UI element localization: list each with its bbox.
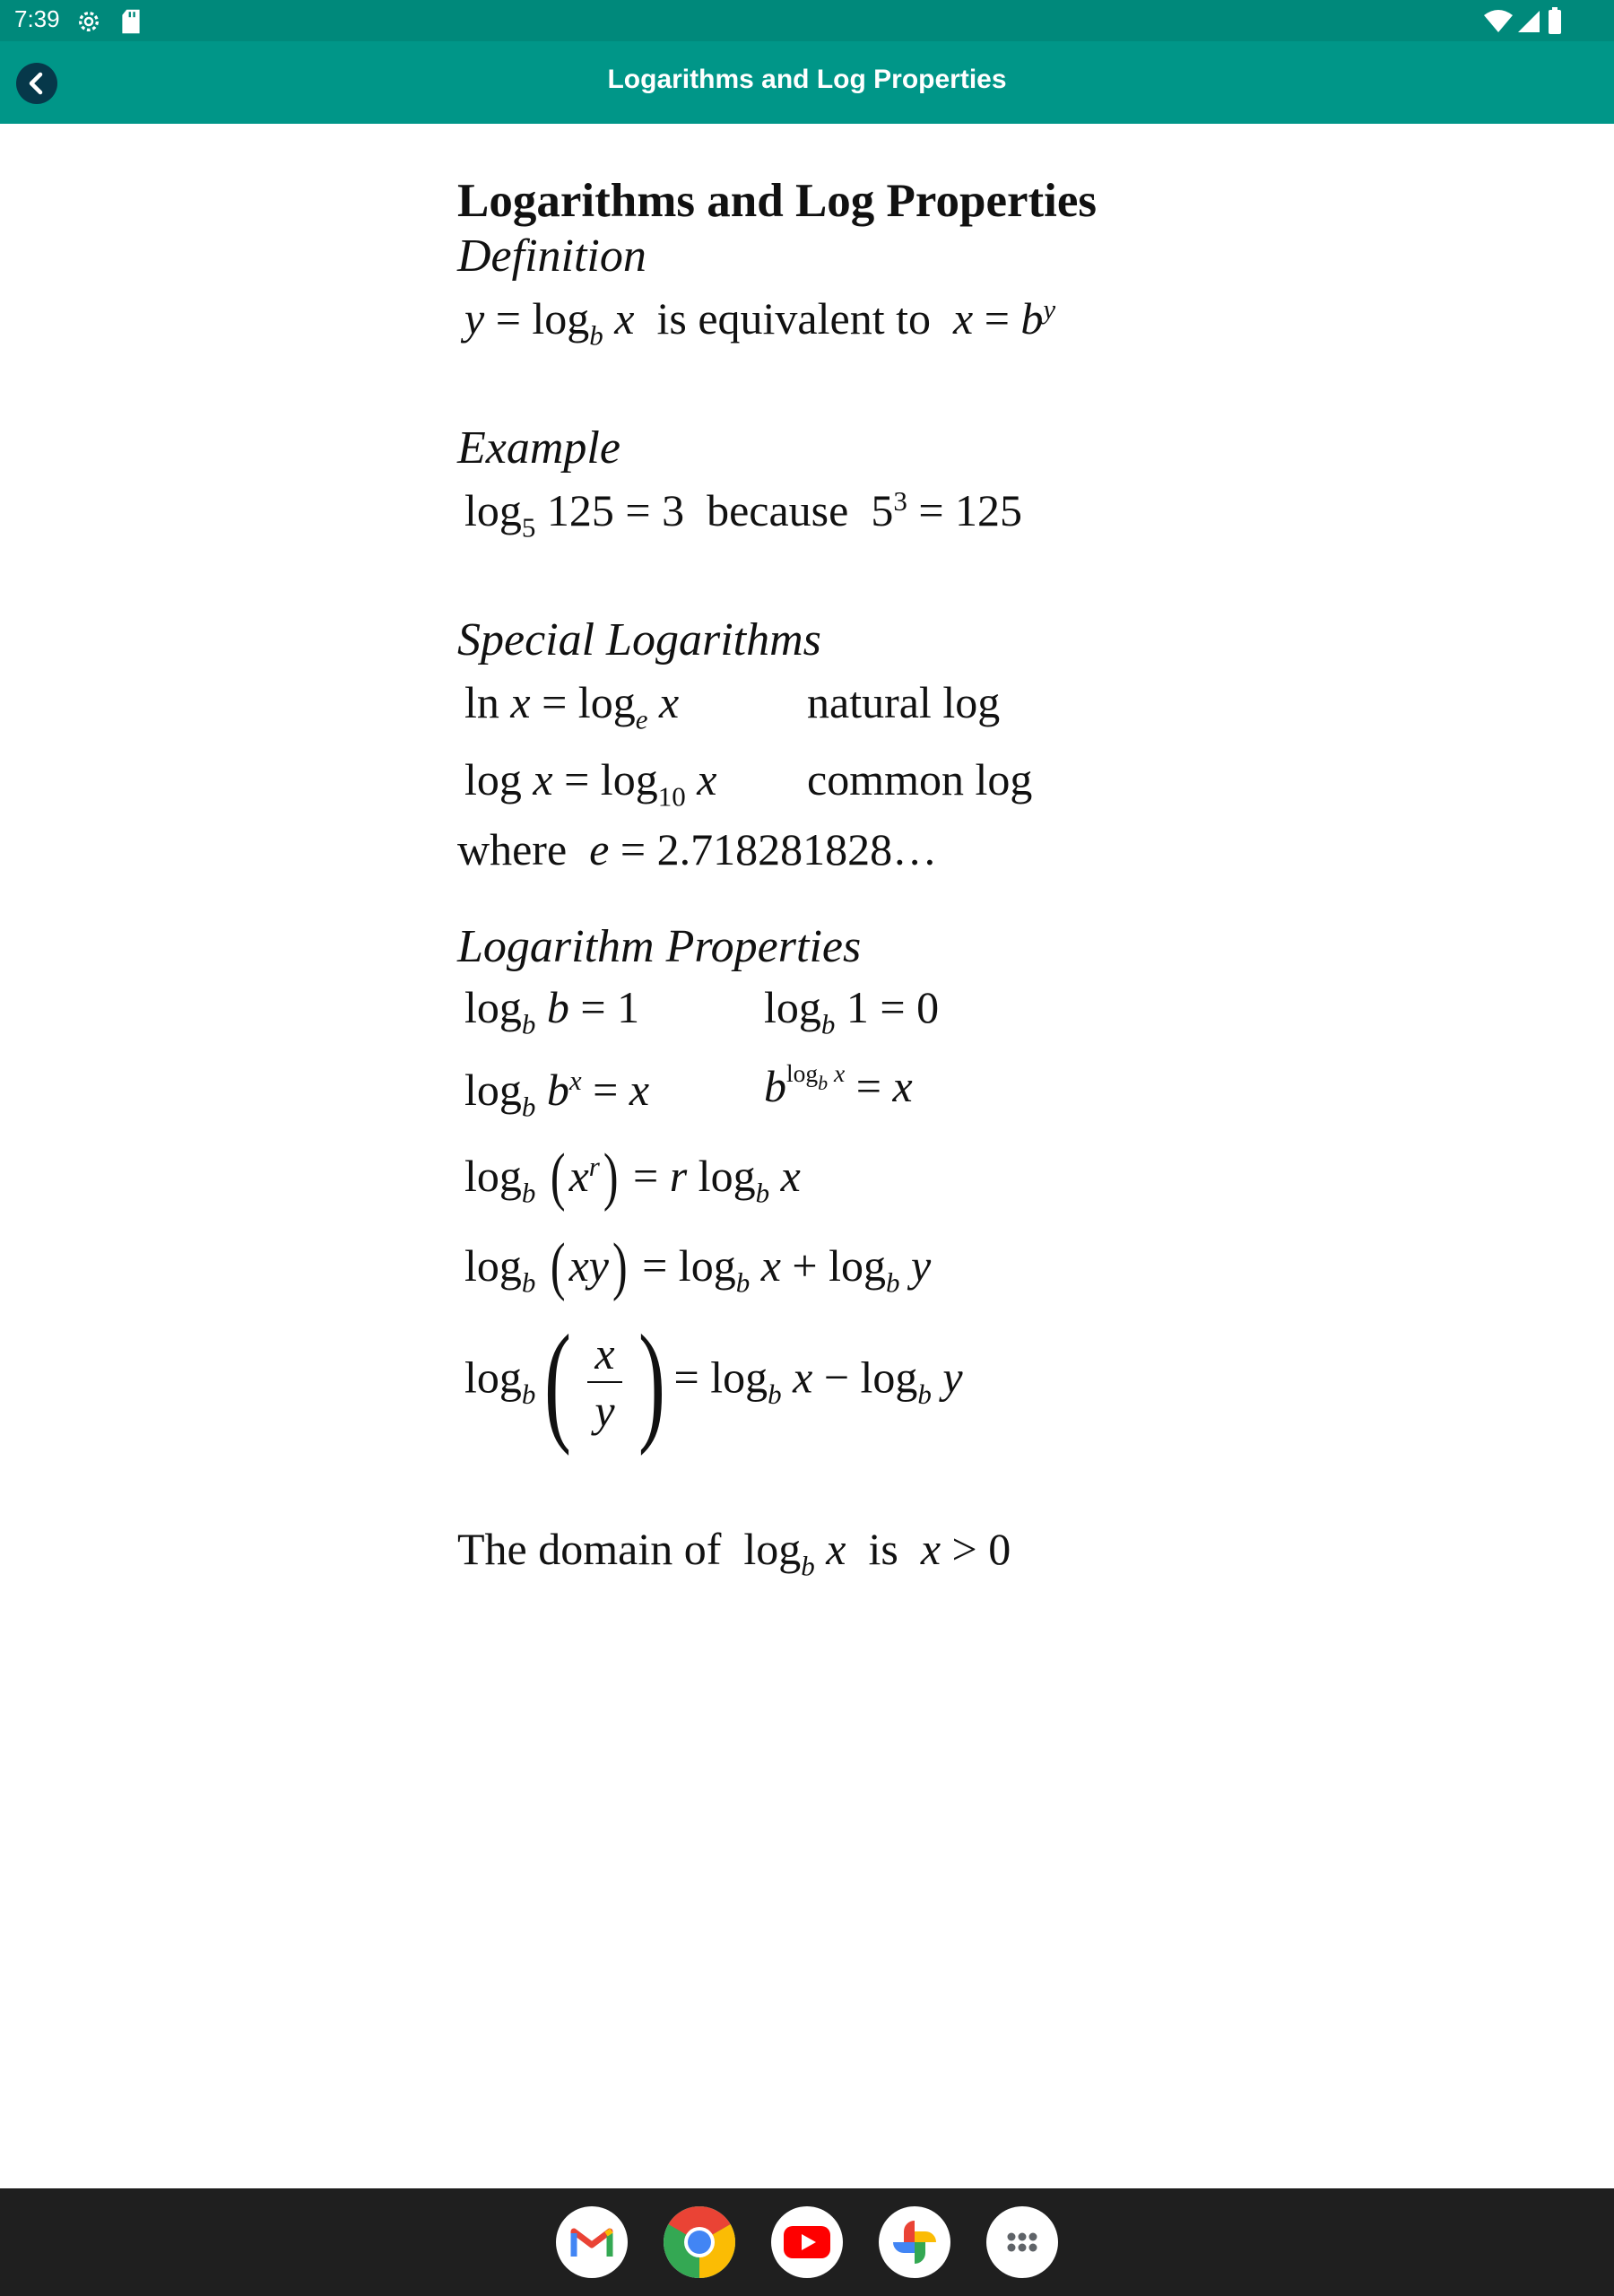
document-heading: Logarithms and Log Properties [457,175,1098,227]
gmail-icon [556,2206,628,2278]
common-log-label: common log [807,754,1033,804]
sd-card-icon [120,8,142,35]
taskbar-dock [0,2188,1614,2296]
gmail-app[interactable] [556,2206,628,2278]
app-drawer-button[interactable] [986,2206,1058,2278]
domain-middle: is [868,1524,898,1574]
special-logarithms-label: Special Logarithms [457,614,821,665]
app-bar-title: Logarithms and Log Properties [607,65,1007,94]
common-log-formula: $\log x = \log_{10} x$ [464,754,717,813]
property-log-b-bx: $\log_b b^x = x$ [464,1064,650,1123]
settings-gear-icon [75,8,102,35]
log-properties-label: Logarithm Properties [457,921,862,972]
photos-icon [879,2206,950,2278]
cell-signal-icon [1517,10,1540,33]
property-quotient-rule: $\log_b$( $\frac{x}{y}$ ) = $\log_b x - \log_b y$ [464,1308,963,1457]
definition-label: Definition [457,230,646,282]
domain-prefix: The domain of [457,1524,722,1574]
e-value: 2.718281828… [656,824,938,874]
app-drawer-icon [986,2206,1058,2278]
app-bar [0,41,1614,124]
definition-formula: $y = \log_b x$ is equivalent to $x = b^y$ [464,292,1056,352]
photos-app[interactable] [879,2206,950,2278]
e-value-line: where e = 2.718281828… [457,824,938,874]
domain-statement: The domain of $\log_b x$ is x > 0 [457,1524,1011,1582]
property-product-rule: $\log_b (xy) = \log_b x + \log_b y$ [464,1229,932,1302]
chrome-app[interactable] [664,2206,735,2278]
youtube-icon [771,2206,843,2278]
example-label: Example [457,422,620,474]
property-power-rule: $\log_b (x^r) = r$ $\log_b x$ [464,1139,801,1213]
property-log-b-1: $\log_b 1 = 0$ [764,982,940,1040]
property-log-b-b: $\log_b b = 1$ [464,982,640,1040]
chrome-icon [664,2206,735,2278]
status-bar [0,0,1614,41]
definition-text: is equivalent to [656,293,931,344]
example-formula: $\log_5 125 = 3$ because $5^3 = 125$ [464,484,1023,544]
property-b-log-b-x: $b^{log_b x} = x$ [764,1059,913,1111]
youtube-app[interactable] [771,2206,843,2278]
natural-log-formula: $\ln x = \log_e x$ [464,677,680,735]
wifi-icon [1483,10,1514,33]
natural-log-label: natural log [807,677,1001,727]
example-text: because [707,485,849,535]
where-text: where [457,824,568,874]
status-time: 7:39 [14,5,60,32]
battery-icon [1548,7,1562,34]
